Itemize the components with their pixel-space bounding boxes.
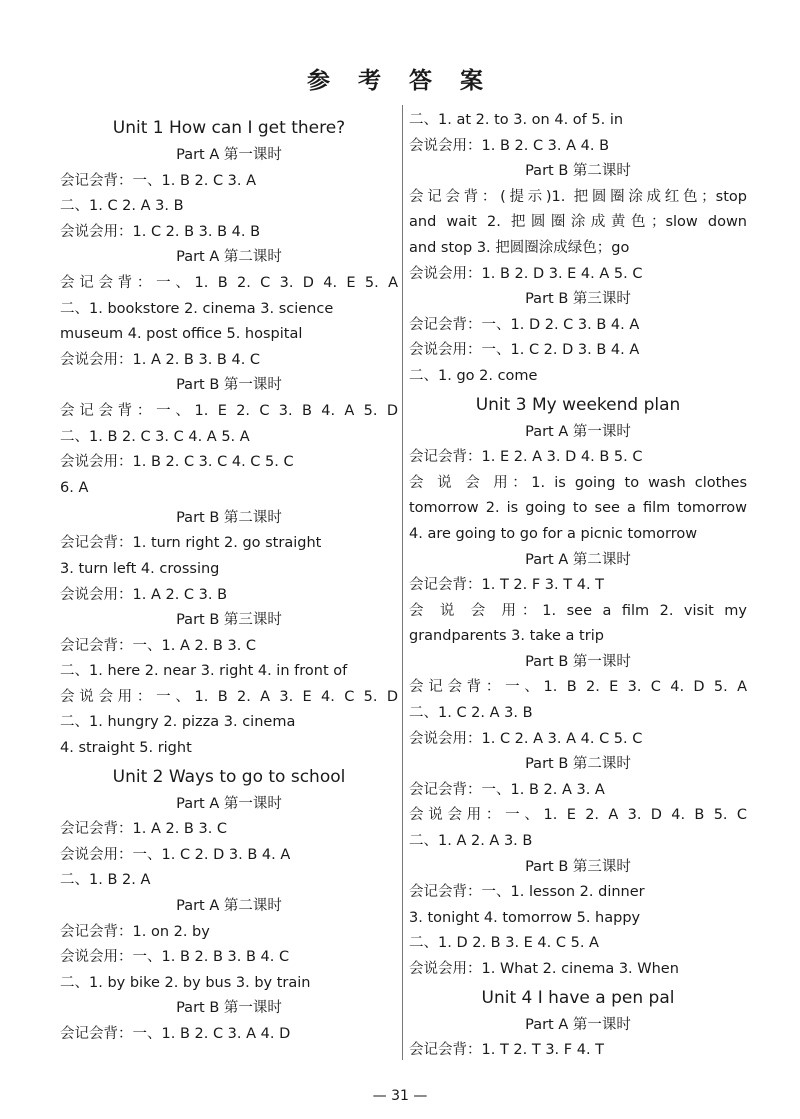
answer-line: 会记会背：一、1. B 2. A 3. A [409,781,605,798]
lesson-heading: Part A 第一课时 [176,147,282,163]
answer-line: 二、1. B 2. A [60,872,151,889]
lesson-heading: Part A 第二课时 [525,551,631,568]
lesson-heading: Part B 第三课时 [525,291,631,308]
answer-line: and stop 3. 把圆圈涂成绿色；go [409,239,630,256]
answer-line: and wait 2. 把圆圈涂成黄色；slow down [409,214,747,231]
answer-line: 会说会用：1. B 2. D 3. E 4. A 5. C [409,265,643,282]
answer-line: 会 说 会 用：1. is going to wash clothes [409,474,747,491]
answer-line: 会说会用：一、1. B 2. B 3. B 4. C [60,949,290,966]
answer-line: 会说会用：一、1. C 2. D 3. B 4. A [60,846,291,863]
column-divider [402,105,403,1060]
answer-line: 会说会用：1. What 2. cinema 3. When [409,961,679,977]
lesson-heading: Part B 第二课时 [176,510,282,527]
answer-line: 会记会背：一、1. A 2. B 3. C [60,637,257,654]
answer-line: 会说会用：1. C 2. B 3. B 4. B [60,223,261,240]
answer-line: 会说会用：一、1. C 2. D 3. B 4. A [409,342,640,359]
answer-line: 二、1. hungry 2. pizza 3. cinema [60,714,296,731]
lesson-heading: Part B 第一课时 [176,377,282,394]
answer-line: 会记会背：1. A 2. B 3. C [60,821,228,838]
answer-line: 会记会背：一、1. B 2. C 3. A 4. D [60,1026,291,1042]
answer-line: 会记会背：一、1. B 2. C 3. D 4. E 5. A [60,274,398,291]
answer-line: 会记会背：1. T 2. T 3. F 4. T [409,1042,605,1059]
answer-line: 二、1. D 2. B 3. E 4. C 5. A [409,935,599,952]
answer-line: 会记会背：一、1. B 2. C 3. A [60,172,257,189]
answer-line: 会记会背：一、1. D 2. C 3. B 4. A [409,316,640,333]
answer-line: 会记会背：一、1. B 2. E 3. C 4. D 5. A [409,679,747,696]
unit-heading: Unit 1 How can I get there? [112,118,346,138]
answer-line: 会记会背：一、1. lesson 2. dinner [409,884,645,901]
unit-heading: Unit 2 Ways to go to school [112,766,346,787]
lesson-heading: Part A 第二课时 [176,249,282,266]
lesson-heading: Part A 第一课时 [176,795,282,812]
answer-line: 会 说 会 用：1. see a film 2. visit my [409,602,747,619]
answer-line: 3. turn left 4. crossing [60,560,220,577]
lesson-heading: Part A 第一课时 [525,1016,631,1033]
answer-line: 会记会背：1. turn right 2. go straight [60,535,322,552]
answer-line: 二、1. C 2. A 3. B [409,705,533,722]
answer-line: 二、1. bookstore 2. cinema 3. science [60,300,334,317]
unit-heading: Unit 3 My weekend plan [475,394,681,415]
answer-line: 6. A [60,479,89,496]
lesson-heading: Part A 第一课时 [525,423,631,440]
answer-line: 二、1. C 2. A 3. B [60,198,184,215]
answer-line: 会记会背：1. T 2. F 3. T 4. T [409,577,605,594]
answer-line: 4. are going to go for a picnic tomorrow [409,525,698,542]
answer-line: 二、1. by bike 2. by bus 3. by train [60,974,311,991]
answer-line: 会记会背：一、1. E 2. C 3. B 4. A 5. D [60,402,398,419]
answer-line: 会说会用：一、1. B 2. A 3. E 4. C 5. D [60,688,398,705]
answer-line: 3. tonight 4. tomorrow 5. happy [409,909,641,926]
answer-line: 会说会用：1. A 2. C 3. B [60,586,228,603]
left-column [60,113,398,1048]
answer-line: 二、1. B 2. C 3. C 4. A 5. A [60,428,250,445]
lesson-heading: Part B 第三课时 [525,858,631,875]
lesson-heading: Part B 第二课时 [525,163,631,180]
lesson-heading: Part B 第二课时 [525,756,631,773]
lesson-heading: Part B 第一课时 [525,653,631,670]
answer-line: 会说会用：1. A 2. B 3. B 4. C [60,351,261,368]
answer-line: 会记会背：(提示)1. 把圆圈涂成红色；stop [409,188,747,205]
answer-line: 二、1. at 2. to 3. on 4. of 5. in [409,112,624,128]
answer-line: 二、1. here 2. near 3. right 4. in front of [60,663,348,680]
unit-heading: Unit 4 I have a pen pal [481,987,675,1008]
answer-line: 会说会用：1. C 2. A 3. A 4. C 5. C [409,730,643,747]
answer-line: museum 4. post office 5. hospital [60,326,303,343]
page-number: — 31 — [372,1088,428,1104]
lesson-heading: Part B 第三课时 [176,612,282,629]
answer-line: tomorrow 2. is going to see a film tomorrow [409,500,747,517]
answer-line: 4. straight 5. right [60,740,192,757]
page-title: 参 考 答 案 [306,68,494,94]
lesson-heading: Part A 第二课时 [176,898,282,915]
answer-line: 会说会用：一、1. E 2. A 3. D 4. B 5. C [409,807,747,824]
answer-line: 会说会用：1. B 2. C 3. A 4. B [409,137,610,154]
answer-line: 会记会背：1. E 2. A 3. D 4. B 5. C [409,449,643,466]
answer-line: 会说会用：1. B 2. C 3. C 4. C 5. C [60,454,294,471]
lesson-heading: Part B 第一课时 [176,1000,282,1017]
answer-line: grandparents 3. take a trip [409,628,604,645]
answer-line: 二、1. go 2. come [409,367,538,384]
right-column [409,108,747,1064]
answer-line: 二、1. A 2. A 3. B [409,833,533,850]
answer-line: 会记会背：1. on 2. by [60,923,210,940]
